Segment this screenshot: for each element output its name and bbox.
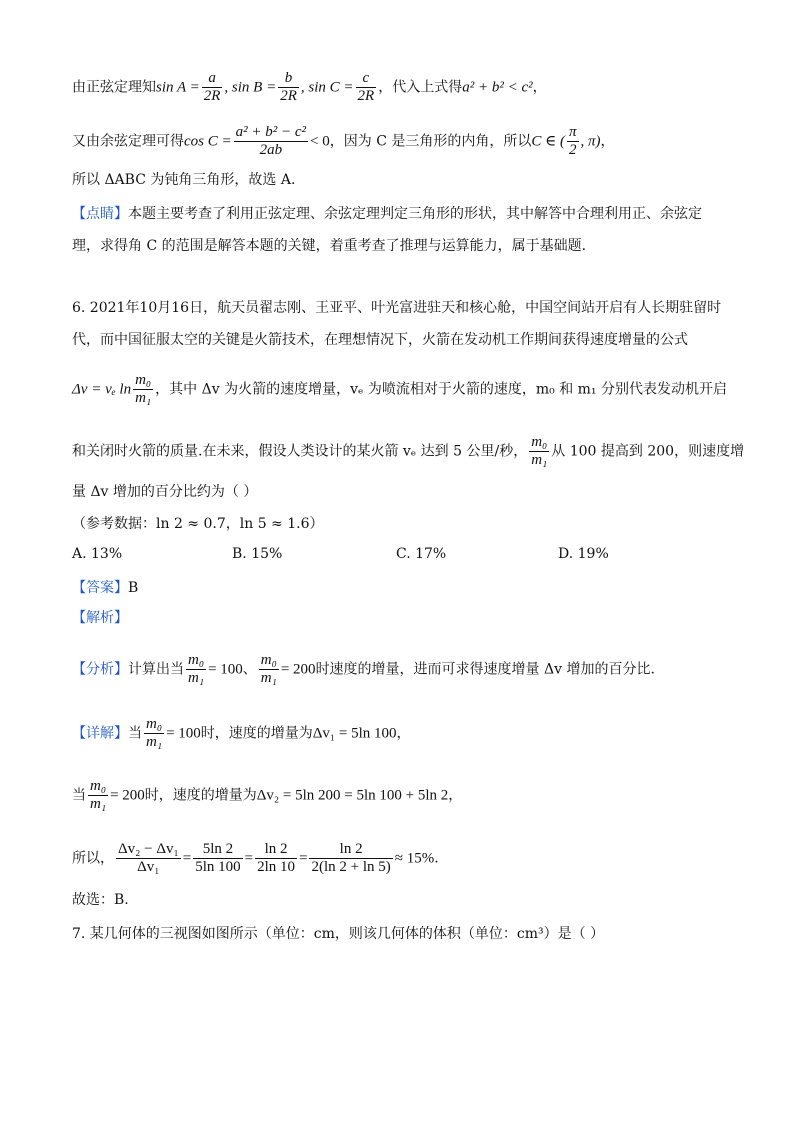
option-d: D. 19% — [558, 546, 609, 562]
answer-tag: 【答案】 — [72, 580, 128, 596]
fraction-cosC — [234, 124, 308, 159]
inequality: a² + b² < c² — [462, 79, 533, 96]
text: 本题主要考查了利用正弦定理、余弦定理判定三角形的形状，其中解答中合理利用正、余弦定 — [128, 206, 702, 222]
delta-v2: Δv₂ = 5ln 200 = 5ln 100 + 5ln 2 — [256, 787, 449, 804]
text: ，其中 Δv 为火箭的速度增量，vₑ 为喷流相对于火箭的速度，m₀ 和 m₁ 分别代表发动机开启 — [155, 381, 727, 398]
fraction-m0-m1 — [529, 434, 549, 469]
text: 当 — [128, 725, 142, 742]
frac-den: 5ln 100 — [195, 859, 241, 875]
formula: Δv = vₑ ln — [72, 381, 132, 398]
text: 所以， — [72, 850, 114, 867]
frac-den: m₁ — [260, 670, 277, 686]
interval-end: , π) — [580, 133, 601, 150]
fraction-m0-m1 — [259, 652, 279, 687]
option-a: A. 13% — [72, 546, 123, 562]
frac-den: 2(ln 2 + ln 5) — [311, 859, 391, 875]
fraction-m0-m1 — [186, 652, 206, 687]
choose-line: 故选：B. — [72, 892, 129, 908]
text: 计算出当 — [128, 661, 184, 678]
frac-den: m₁ — [188, 670, 205, 686]
frac-num: 5ln 2 — [193, 841, 242, 859]
text: ， — [600, 133, 615, 150]
text: 、 — [242, 661, 257, 678]
text: 和关闭时火箭的质量.在未来，假设人类设计的某火箭 vₑ 达到 5 公里/秒， — [72, 443, 528, 460]
fenxi-tag: 【分析】 — [72, 661, 128, 678]
frac-den: 2 — [568, 142, 577, 158]
dv2-line — [72, 778, 462, 813]
eq100: = 100 — [208, 661, 243, 678]
text: 时速度的增量，进而可求得速度增量 Δv 增加的百分比. — [315, 661, 655, 678]
sinB: , sin B = — [224, 79, 277, 96]
sinA: sin A = — [156, 79, 200, 96]
result: ≈ 15% — [394, 850, 435, 867]
frac-den: Δv₁ — [137, 859, 160, 875]
frac-num: ln 2 — [255, 841, 297, 859]
frac-num: m₀ — [146, 716, 163, 732]
fraction-b-2R — [278, 70, 299, 105]
text: ，因为 C 是三角形的内角，所以 — [329, 133, 532, 150]
sine-law-line — [72, 70, 547, 105]
eq200: = 200 — [280, 661, 316, 678]
analysis-line — [72, 608, 128, 628]
dianjing-line-2: 理，求得角 C 的范围是解答本题的关键，着重考查了推理与运算能力，属于基础题. — [72, 238, 587, 254]
frac-den: m₁ — [135, 390, 152, 406]
fraction-c-2R — [356, 70, 377, 105]
eq100: = 100 — [166, 725, 201, 742]
delta-v1: Δv₁ = 5ln 100 — [312, 725, 397, 742]
xiangjie-line — [72, 716, 411, 751]
fraction-m0-m1 — [133, 372, 153, 407]
fraction-m0-m1 — [144, 716, 164, 751]
q6-line-4 — [72, 434, 744, 469]
xiangjie-tag: 【详解】 — [72, 725, 128, 742]
sinC: , sin C = — [300, 79, 354, 96]
fraction-a-2R — [202, 70, 223, 105]
option-b: B. 15% — [232, 546, 283, 562]
frac-num: m₀ — [260, 652, 277, 668]
frac-num: m₀ — [135, 372, 152, 388]
text: 又由余弦定理可得 — [72, 133, 184, 150]
cosC: cos C = — [184, 133, 232, 150]
equals: = — [244, 850, 254, 867]
frac-num: Δv₂ − Δv₁ — [118, 841, 179, 857]
q6-reference: （参考数据：ln 2 ≈ 0.7，ln 5 ≈ 1.6） — [72, 516, 324, 532]
dianjing-line-1 — [72, 204, 702, 224]
option-c: C. 17% — [396, 546, 447, 562]
text: 时，速度的增量为 — [144, 787, 257, 804]
q6-formula-line — [72, 372, 727, 407]
frac-num: ln 2 — [309, 841, 392, 859]
text: ，代入上式得 — [378, 79, 463, 96]
dianjing-tag: 【点睛】 — [72, 206, 128, 222]
frac-den: m₁ — [531, 452, 548, 468]
frac-num: m₀ — [188, 652, 205, 668]
equals: = — [299, 850, 308, 867]
text: ， — [448, 787, 463, 804]
text: 由正弦定理知 — [72, 79, 156, 96]
fraction-ratio-4 — [309, 841, 392, 876]
fraction-m0-m1 — [88, 778, 108, 813]
cosine-law-line — [72, 124, 615, 159]
ratio-line — [72, 841, 439, 876]
frac-den: 2R — [357, 88, 375, 104]
fraction-pi-2 — [567, 124, 579, 159]
frac-num: m₀ — [531, 434, 548, 450]
frac-num: b — [278, 70, 299, 88]
text: 当 — [72, 787, 86, 804]
frac-den: 2ab — [259, 142, 283, 158]
text: 时，速度的增量为 — [200, 725, 313, 742]
frac-den: m₁ — [90, 796, 107, 812]
analysis-tag: 【解析】 — [72, 610, 128, 626]
fraction-ratio-2 — [193, 841, 242, 876]
frac-num: c — [356, 70, 377, 88]
frac-num: a — [202, 70, 223, 88]
frac-den: 2R — [203, 88, 221, 104]
q6-line-5: 量 Δv 增加的百分比约为（ ） — [72, 484, 258, 500]
eq200: = 200 — [110, 787, 145, 804]
frac-num: m₀ — [90, 778, 107, 794]
q6-line-2: 代，而中国征服太空的关键是火箭技术，在理想情况下，火箭在发动机工作期间获得速度增量的公式 — [72, 332, 688, 348]
fraction-ratio-1 — [116, 841, 181, 876]
interval-start: C ∈ ( — [531, 133, 565, 150]
answer-line — [72, 578, 138, 598]
frac-den: m₁ — [146, 734, 163, 750]
fenxi-line — [72, 652, 655, 687]
q6-line-1: 6. 2021年10月16日，航天员翟志刚、王亚平、叶光富进驻天和核心舱，中国空间站开启有人长期驻留时 — [72, 300, 722, 316]
frac-num: π — [568, 124, 577, 140]
answer-value: B — [128, 580, 139, 596]
frac-den: 2ln 10 — [257, 859, 295, 875]
frac-den: 2R — [280, 88, 297, 104]
frac-num: a² + b² − c² — [235, 124, 307, 140]
text: 从 100 提高到 200，则速度增 — [551, 443, 745, 460]
text: ， — [396, 725, 411, 742]
equals: = — [182, 850, 192, 867]
fraction-ratio-3 — [255, 841, 297, 876]
conclusion-line: 所以 ΔABC 为钝角三角形，故选 A. — [72, 172, 296, 188]
lt-zero: < 0 — [310, 133, 330, 150]
q7-line: 7. 某几何体的三视图如图所示（单位：cm，则该几何体的体积（单位：cm³）是（ ） — [72, 926, 605, 942]
text: . — [434, 850, 439, 867]
text: ， — [532, 79, 547, 96]
